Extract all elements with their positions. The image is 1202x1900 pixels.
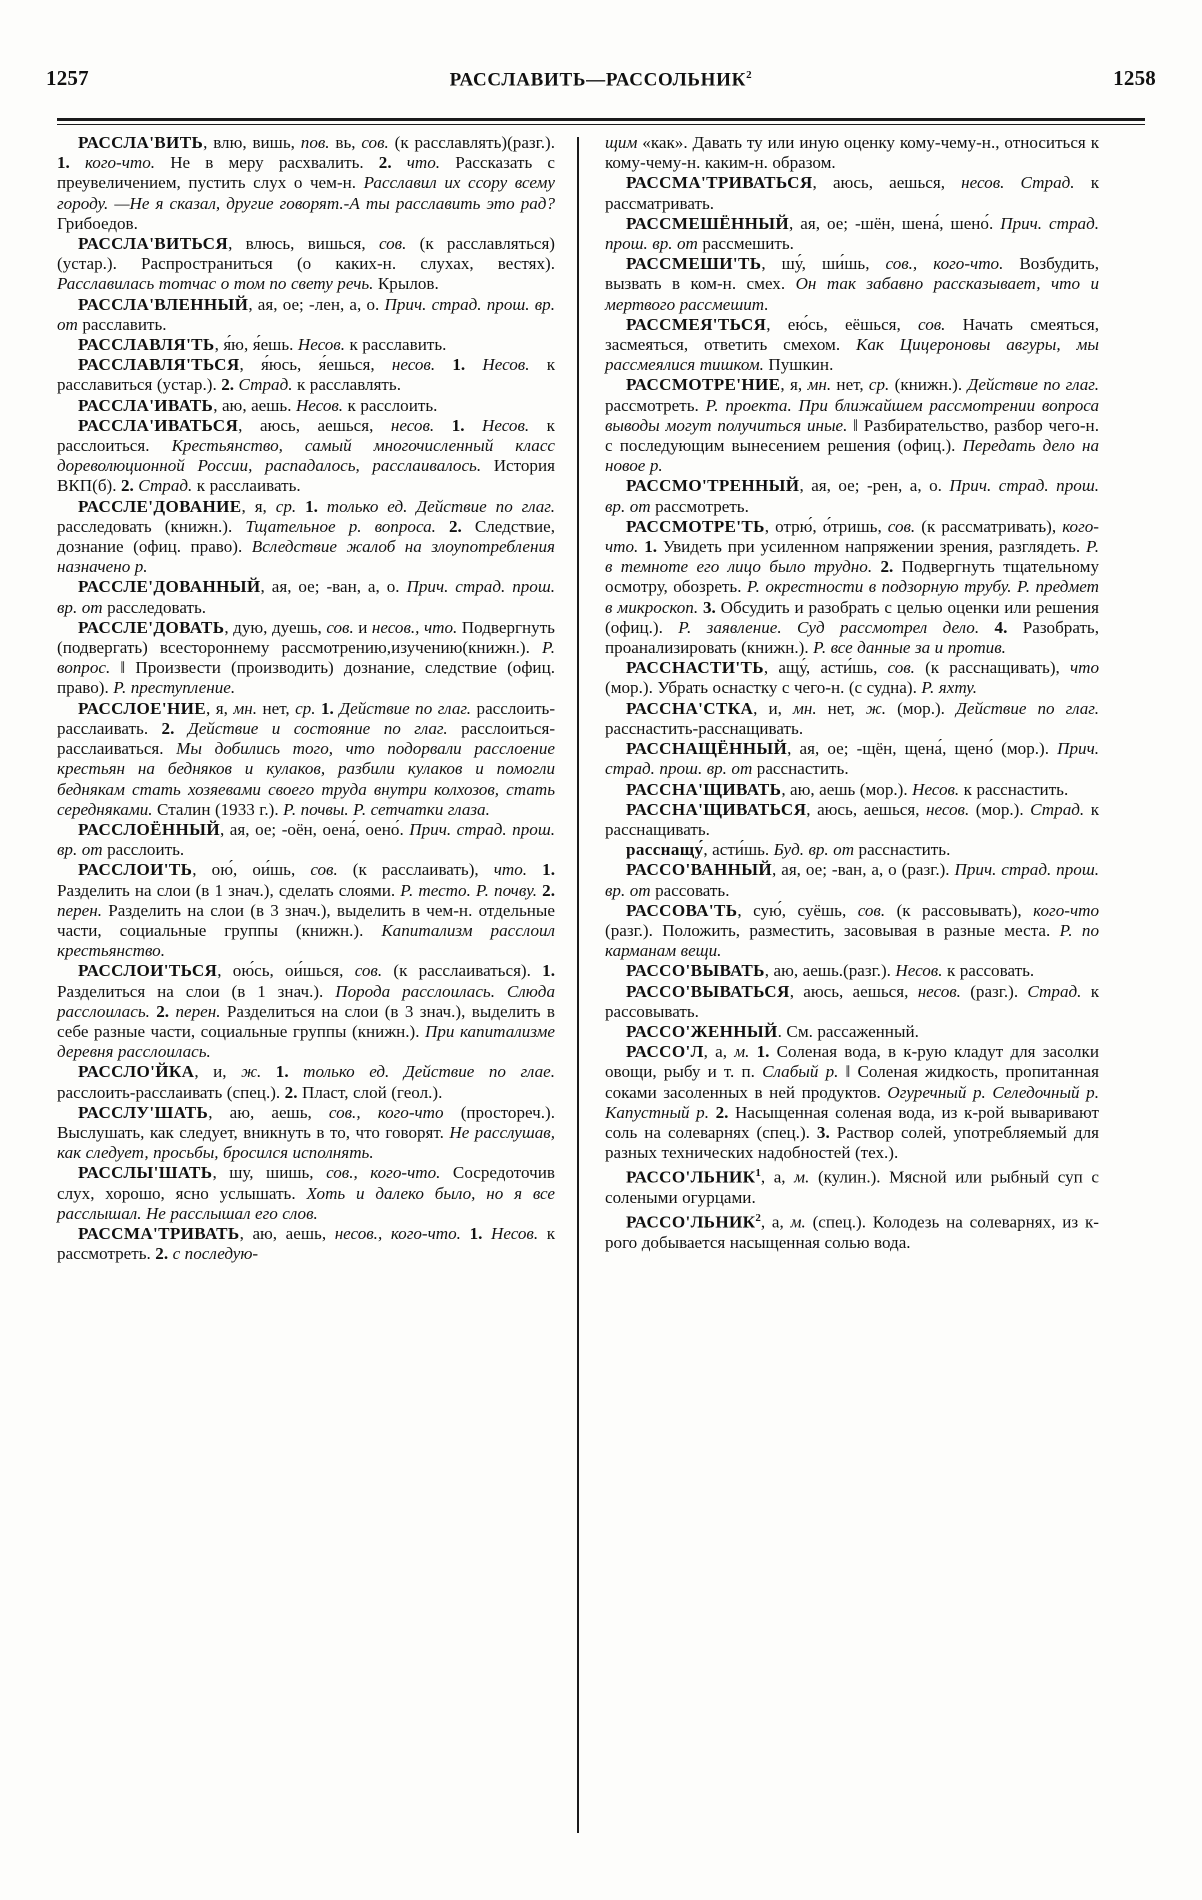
header-rule [57,118,1145,125]
dictionary-entry [605,173,1099,213]
dictionary-entry [605,1208,1099,1253]
entry-headword: РАССНА'ЩИВАТЬ [626,779,782,799]
dictionary-entry [57,416,555,497]
entry-body: , аю, аешь. Несов. к расслоить. [213,395,438,415]
entry-headword: РАССНАЩЁННЫЙ [626,739,788,759]
entry-body: , я, мн. нет, ср. (книжн.). Действие по глаг. рассмотреть. Р. проекта. При ближайшем рассмотрении вопроса выводы могут получиться иные. ‖ Разбирательство, разбор чего-н. с последующим вынесением решения (офиц.). Передать дело на новое р. [605,375,1100,476]
column-left [57,133,577,1833]
entry-body: , аю, аешь, сов., кого-что (простореч.). Выслушать, как следует, вникнуть в то, что говорят. Не расслушав, как следует, просьбы, бросился исполнять. [57,1102,555,1163]
entry-body: , я, ср. 1. только ед. Действие по глаг. расследовать (книжн.). Тщательное р. вопроса. 2. Следствие, дознание (офиц. право). Вследствие жалоб на злоупотребления назначено р. [57,496,555,577]
entry-headword: РАССЛУ'ШАТЬ [78,1102,209,1122]
entry-headword: РАССМЕЯ'ТЬСЯ [626,314,767,334]
entry-body: , отрю́, о́тришь, сов. (к рассматривать), кого-что. 1. Увидеть при усиленном напряжении зрения, разглядеть. Р. в темноте его лицо было трудно. 2. Подвергнуть тщательному осмотру, обозреть. Р. окрестности в подзорную трубу. Р. предмет в микроскоп. 3. Обсудить и разобрать с целью оценки или решения (офиц.). Р. заявление. Суд рассмотрел дело. 4. Разобрать, проанализировать (книжн.). Р. все данные за и против. [605,516,1099,658]
dictionary-entry [57,860,555,961]
entry-headword: РАССЛОЁННЫЙ [78,819,220,839]
dictionary-entry [605,214,1099,254]
dictionary-entry [605,800,1099,840]
dictionary-entry [57,1224,555,1264]
dictionary-entry [57,1062,555,1102]
dictionary-entry [605,901,1099,962]
entry-body: , я, мн. нет, ср. 1. Действие по глаг. расслоить-расслаивать. 2. Действие и состояние по глаг. расслоиться-расслаиваться. Мы добились того, что подорвали расслоение крестьян на бедняков и кулаков, разбили кулаков и помогли беднякам стать хозяевами своего труда внутри колхозов, стать середняками. Сталин (1933 г.). Р. почвы. Р. сетчатки глаза. [57,698,556,819]
entry-headword: РАССЛА'ВИТЬСЯ [78,234,229,254]
entry-body: , ою́, ои́шь, сов. (к расслаивать), что. 1. Разделить на слои (в 1 знач.), сделать слоями. Р. тесто. Р. почву. 2. перен. Разделить на слои (в 3 знач.), выделить в чем-н. отдельные части, социальные группы (книжн.). Капитализм расслоил крестьянство. [57,860,555,961]
entry-headword: РАССЛОИ'ТЬСЯ [78,961,218,981]
dictionary-entry [605,133,1099,173]
dictionary-entry [605,658,1099,698]
entry-body: , ая, ое; -оён, оена́, оено́. Прич. страд. прош. вр. от расслоить. [57,819,555,860]
dictionary-entry [605,780,1099,800]
entry-headword: РАССЛОИ'ТЬ [78,860,193,880]
dictionary-entry [605,982,1099,1022]
dictionary-entry [57,961,555,1062]
dictionary-entry [57,1103,555,1164]
entry-headword: РАССМОТРЕ'НИЕ [626,375,781,395]
entry-body: , ею́сь, еёшься, сов. Начать смеяться, засмеяться, ответить смехом. Как Цицероновы авгуры, мы рассмеялися тишком. Пушкин. [605,314,1100,375]
entry-headword: РАССО'ВАННЫЙ [626,860,773,880]
entry-headword: РАССЛА'ВЛЕННЫЙ [78,294,249,314]
entry-body: , дую, дуешь, сов. и несов., что. Подвергнуть (подвергать) всестороннему рассмотрению,изучению(книжн.). Р. вопрос. ‖ Произвести (производить) дознание, следствие (офиц. право). Р. преступление. [57,617,555,698]
entry-headword: РАССО'Л [626,1042,704,1062]
entry-body: , я́юсь, я́ешься, несов. 1. Несов. к расславиться (устар.). 2. Страд. к расславлять. [57,355,555,395]
entry-body: , асти́шь. Буд. вр. от расснастить. [703,840,951,860]
dictionary-entry [605,254,1099,315]
entry-homonym-number: 1 [755,1167,761,1180]
entry-headword: РАССНА'ЩИВАТЬСЯ [626,799,807,819]
entry-body: . См. рассаженный. [777,1021,919,1041]
entry-body: , ая, ое; -лен, а, о. Прич. страд. прош. вр. от расславить. [57,294,556,334]
dictionary-entry [605,517,1099,658]
entry-headword: РАССЛАВЛЯ'ТЬСЯ [78,355,240,375]
entry-headword: РАССМОТРЕ'ТЬ [626,516,765,536]
folio-right: 1258 [1113,66,1156,90]
dictionary-entry [605,1163,1099,1208]
dictionary-entry [57,577,555,617]
entry-body: , ащу́, асти́шь, сов. (к расснащивать), что (мор.). Убрать оснастку с чего-н. (с судна). Р. яхту. [605,658,1100,698]
dictionary-entry [605,961,1099,981]
running-head [46,66,1156,100]
entry-body: , влю, вишь, пов. вь, сов. (к расславлять)(разг.). 1. кого-что. Не в меру расхвалить. 2. что. Рассказать с преувеличением, пустить слух о чем-н. Расславил их ссору всему городу. —Не я сказал, другие говорят.-А ты расславить это рад? Грибоедов. [57,133,555,233]
entry-body: , ая, ое; -щён, щена́, щено́ (мор.). Прич. страд. прош. вр. от расснастить. [605,739,1099,779]
text-columns [57,133,1147,1833]
dictionary-entry [605,860,1099,900]
dictionary-entry [57,335,555,355]
entry-body: , а, м. (кулин.). Мясной или рыбный суп с солеными огурцами. [605,1168,1099,1208]
entry-body: , аю, аешь, несов., кого-что. 1. Несов. к рассмотреть. 2. с последую- [57,1223,556,1264]
entry-headword: РАССО'ЛЬНИК [626,1168,756,1188]
entry-headword: РАССМЕШИ'ТЬ [626,254,762,274]
entry-headword: РАССОВА'ТЬ [626,900,738,920]
entry-headword: РАССЛО'ЙКА [78,1062,195,1082]
entry-headword: РАССЛЕ'ДОВАННЫЙ [78,577,261,597]
dictionary-entry [57,396,555,416]
entry-body: , ою́сь, ои́шься, сов. (к расслаиваться). 1. Разделиться на слои (в 1 знач.). Порода расслоилась. Слюда расслоилась. 2. перен. Разделиться на слои (в 3 знач.), выделить в себе разные части, социальные группы (книжн.). При капитализме деревня расслоилась. [57,961,555,1062]
entry-body: , ая, ое; -рен, а, о. Прич. страд. прош. вр. от рассмотреть. [605,476,1099,516]
entry-body: , шу́, ши́шь, сов., кого-что. Возбудить, вызвать в ком-н. смех. Он так забавно рассказывает, что и мертвого рассмешит. [605,254,1099,314]
running-title-text: РАССЛАВИТЬ—РАССОЛЬНИК [449,69,747,90]
entry-headword: РАССО'ВЫВАТЬ [626,961,765,981]
dictionary-entry [605,315,1099,376]
entry-body: , ая, ое; -ван, а, о. Прич. страд. прош. вр. от расследовать. [57,577,556,617]
dictionary-entry [57,1163,555,1224]
entry-body: щим «как». Давать ту или иную оценку кому-чему-н., относиться к кому-чему-н. каким-н. образом. [605,133,1099,173]
entry-body: , аю, аешь.(разг.). Несов. к рассовать. [764,961,1035,981]
dictionary-entry [605,840,1099,860]
entry-headword: РАССЛЫ'ШАТЬ [78,1163,213,1183]
entry-homonym-number: 2 [755,1212,761,1225]
dictionary-entry [57,497,555,578]
entry-body: , а, м. 1. Соленая вода, в к-рую кладут для засолки овощи, рыбу и т. п. Слабый р. ‖ Соленая жидкость, пропитанная соками засоленных в ней продуктов. Огуречный р. Селедочный р. Капустный р. 2. Насыщенная соленая вода, из к-рой вываривают соль на солеварнях (спец.). 3. Раствор солей, употребляемый для разных технических надобностей (тех.). [605,1042,1099,1163]
running-title [450,69,753,91]
entry-headword: РАССО'ЛЬНИК [626,1213,756,1233]
entry-headword: РАССМЕШЁННЫЙ [626,213,790,233]
entry-body: , и, мн. нет, ж. (мор.). Действие по глаг. расснастить-расснащивать. [605,698,1100,738]
entry-body: , аюсь, аешься, несов. (мор.). Страд. к расснащивать. [605,799,1100,839]
entry-headword: РАССНАСТИ'ТЬ [626,658,764,678]
dictionary-entry [605,739,1099,779]
entry-headword: РАССМА'ТРИВАТЬ [78,1223,240,1243]
entry-headword: РАССЛЕ'ДОВАТЬ [78,617,225,637]
running-title-superscript: 2 [746,68,753,81]
entry-headword: РАССЛЕ'ДОВАНИЕ [78,496,242,516]
entry-headword: РАССЛА'ИВАТЬ [78,395,214,415]
entry-body: , ая, ое; -ван, а, о (разг.). Прич. страд. прош. вр. от рассовать. [605,860,1099,900]
dictionary-entry [605,1022,1099,1042]
entry-body: , я́ю, я́ешь. Несов. к расславить. [214,335,447,355]
column-right [579,133,1099,1833]
dictionary-entry [605,699,1099,739]
dictionary-entry [57,133,555,234]
folio-left: 1257 [46,66,89,90]
entry-body: , аю, аешь (мор.). Несов. к расснастить. [781,779,1069,799]
dictionary-entry [57,295,555,335]
entry-headword: РАССМО'ТРЕННЫЙ [626,476,800,496]
dictionary-entry [57,699,555,820]
entry-headword: РАССЛА'ИВАТЬСЯ [78,415,239,435]
dictionary-entry [605,1042,1099,1163]
entry-body: , шу, шишь, сов., кого-что. Сосредоточив слух, хорошо, ясно услышать. Хоть и далеко было, но я все расслышал. Не расслышал его слов. [57,1163,556,1223]
entry-body: , а, м. (спец.). Колодезь на солеварнях, из к-рого добывается насыщенная солью вода. [605,1213,1099,1253]
entry-body: , влюсь, вишься, сов. (к расславляться)(устар.). Распространиться (о каких-н. слухах, вестях). Расславилась тотчас о том по свету речь. Крылов. [57,234,556,294]
dictionary-entry [605,375,1099,476]
dictionary-entry [57,618,555,699]
entry-body: , аюсь, аешься, несов. (разг.). Страд. к рассовывать. [605,981,1100,1021]
entry-headword: РАССНА'СТКА [626,698,754,718]
entry-headword: РАССЛА'ВИТЬ [78,133,204,152]
entry-body: , и, ж. 1. только ед. Действие по глае. расслоить-расслаивать (спец.). 2. Пласт, слой (геол.). [57,1062,555,1102]
entry-body: , аюсь, аешься, несов. 1. Несов. к расслоиться. Крестьянство, самый многочисленный класс дореволюционной России, распадалось, расслаивалось. История ВКП(б). 2. Страд. к расслаивать. [57,415,555,496]
dictionary-entry [57,355,555,395]
entry-body: , аюсь, аешься, несов. Страд. к рассматривать. [605,173,1100,213]
dictionary-entry [57,820,555,860]
entry-headword: РАССЛОЕ'НИЕ [78,698,207,718]
entry-headword: РАССО'ЖЕННЫЙ [626,1021,778,1041]
entry-headword: РАССМА'ТРИВАТЬСЯ [626,173,813,193]
entry-headword: РАССЛАВЛЯ'ТЬ [78,335,215,355]
entry-body: , сую́, суёшь, сов. (к рассовывать), кого-что (разг.). Положить, разместить, засовывая в разные места. Р. по карманам вещи. [605,900,1099,961]
dictionary-entry [605,476,1099,516]
entry-headword: расснащу́ [626,840,704,860]
entry-body: , ая, ое; -шён, шена́, шено́. Прич. страд. прош. вр. от рассмешить. [605,213,1099,254]
entry-headword: РАССО'ВЫВАТЬСЯ [626,981,790,1001]
dictionary-entry [57,234,555,295]
